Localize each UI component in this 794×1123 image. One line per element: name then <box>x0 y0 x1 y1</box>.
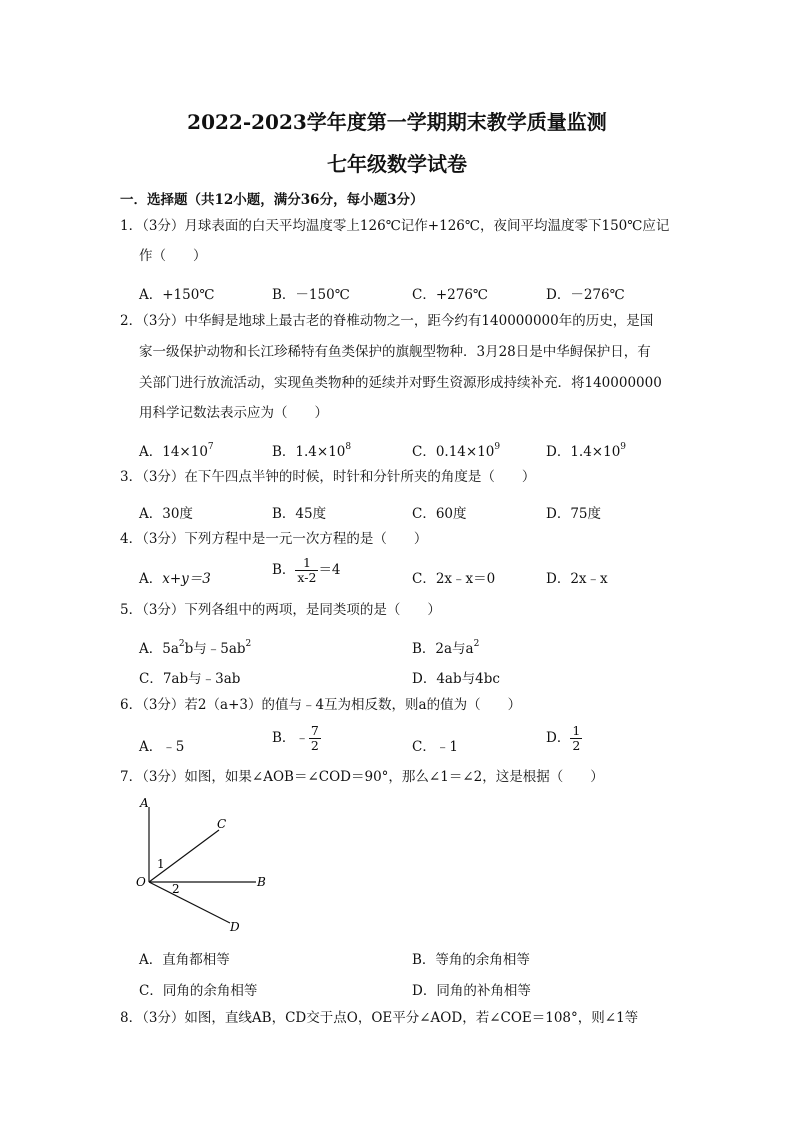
label-angle-1: 1 <box>157 857 165 871</box>
question-5-line1: 5．（3分）下列各组中的两项，是同类项的是（ ） <box>120 602 441 618</box>
q3-option-c: C．60度 <box>412 506 467 522</box>
q1-option-d: D．－276℃ <box>546 287 625 303</box>
q7-option-d: D．同角的补角相等 <box>412 983 531 999</box>
q4-option-b: B． $\frac{1}{x-2}$ ＝4 <box>272 555 341 585</box>
question-2-line4: 用科学记数法表示应为（ ） <box>139 405 328 421</box>
exam-title: 2022-2023学年度第一学期期末教学质量监测 <box>187 110 607 134</box>
q5-option-b: B．2a与$a^2$ <box>412 639 480 657</box>
ray-od <box>149 882 230 923</box>
label-d: D <box>230 920 240 934</box>
question-2-line1: 2．（3分）中华鲟是地球上最古老的脊椎动物之一，距今约有140000000年的历史，是国 <box>120 313 654 329</box>
q1-option-c: C．+276℃ <box>412 287 489 303</box>
q4-option-d: D．2x﹣x <box>546 571 608 587</box>
q7-option-a: A．直角都相等 <box>139 952 230 968</box>
label-o: O <box>136 875 146 889</box>
question-7-line1: 7．（3分）如图，如果∠AOB＝∠COD＝90°，那么∠1＝∠2，这是根据（ ） <box>120 769 604 785</box>
q6-option-c: C．﹣1 <box>412 739 458 755</box>
question-8-line1: 8．（3分）如图，直线AB，CD交于点O，OE平分∠AOD，若∠COE＝108°，则∠1等 <box>120 1010 639 1026</box>
q7-option-b: B．等角的余角相等 <box>412 952 530 968</box>
q4-option-a: A．x+y＝3 <box>139 571 211 587</box>
q6-option-b: B．﹣ $\frac{7}{2}$ <box>272 723 319 753</box>
question-3-line1: 3．（3分）在下午四点半钟的时候，时针和分针所夹的角度是（ ） <box>120 469 536 485</box>
question-6-line1: 6．（3分）若2（a+3）的值与﹣4互为相反数，则a的值为（ ） <box>120 697 522 713</box>
label-angle-2: 2 <box>172 882 180 896</box>
question-2-line3: 关部门进行放流活动，实现鱼类物种的延续并对野生资源形成持续补充．将140000000 <box>139 375 662 391</box>
q1-option-b: B．－150℃ <box>272 287 350 303</box>
q5-option-c: C．7ab与﹣3ab <box>139 671 241 687</box>
label-c: C <box>217 817 227 831</box>
ray-oc <box>149 830 219 882</box>
angle-figure <box>130 793 280 938</box>
question-4-line1: 4．（3分）下列方程中是一元一次方程的是（ ） <box>120 531 428 547</box>
q5-option-a: A．$5a^2b$与$﹣5ab^2$ <box>139 639 252 657</box>
q2-option-a: A．$14\times 10^7$ <box>139 442 214 460</box>
q1-option-a: A．+150℃ <box>139 287 215 303</box>
q3-option-d: D．75度 <box>546 506 602 522</box>
q2-option-d: D．$1.4\times 10^9$ <box>546 442 627 460</box>
q4-option-c: C．2x﹣x＝0 <box>412 571 496 587</box>
label-b: B <box>257 875 266 889</box>
question-1-line2: 作（ ） <box>139 248 207 264</box>
q7-option-c: C．同角的余角相等 <box>139 983 258 999</box>
question-2-line2: 家一级保护动物和长江珍稀特有鱼类保护的旗舰型物种．3月28日是中华鲟保护日，有 <box>139 344 651 360</box>
q2-option-c: C．$0.14\times 10^9$ <box>412 442 501 460</box>
exam-subtitle: 七年级数学试卷 <box>327 152 467 176</box>
q3-option-a: A．30度 <box>139 506 193 522</box>
label-a: A <box>140 796 149 810</box>
q2-option-b: B．$1.4\times 10^8$ <box>272 442 352 460</box>
q6-option-d: D． $\frac{1}{2}$ <box>546 723 581 753</box>
section-heading: 一．选择题（共12小题，满分36分，每小题3分） <box>120 192 424 208</box>
q6-option-a: A．﹣5 <box>139 739 185 755</box>
q3-option-b: B．45度 <box>272 506 327 522</box>
question-1-line1: 1．（3分）月球表面的白天平均温度零上126℃记作+126℃，夜间平均温度零下150℃应记 <box>120 218 670 234</box>
q5-option-d: D．4ab与4bc <box>412 671 500 687</box>
